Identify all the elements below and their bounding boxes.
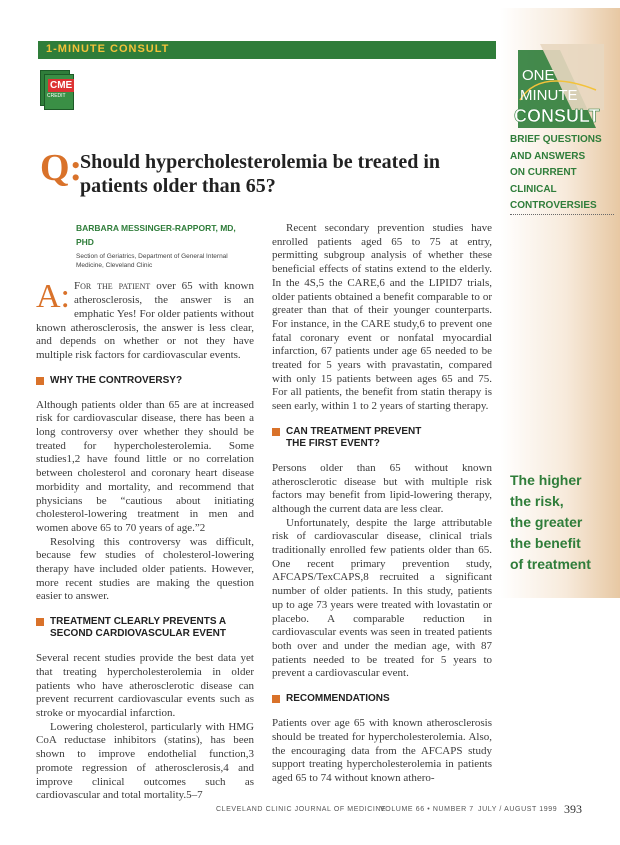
answer-lead: For the patient: [74, 280, 151, 293]
one-minute-consult-logo: [500, 40, 618, 130]
answer-text: over 65 with known atherosclerosis, the answer is an emphatic Yes! For older patients without known atherosclerosis, the answer is less clear, and depends on whether or not they have multiple risk factors for cardiovascular events.: [36, 280, 254, 361]
body-paragraph: Although patients older than 65 are at increased risk for cardiovascular disease, there has been a long controversy over whether they should be treated for hypercholesterolemia. Some studies1,2 have found little or no correlation between cholesterol and coronary heart disease morbidity and mortality, and recommend that physicians be “cautious about initiating cholesterol-lowering treatment in men and women above 65 to 70 years of age.”2: [36, 398, 254, 534]
body-paragraph: Persons older than 65 without known atherosclerotic disease but with multiple risk factors may benefit from lipid-lowering therapy, although the current data are less clear.: [272, 461, 492, 515]
body-paragraph: Unfortunately, despite the large attributable risk of cardiovascular disease, clinical trials traditionally enrolled few patients older than 65. One recent primary prevention study, AFCAPS/TexCAPS,8 recruited a significant number of older patients. In this study, patients up to age 73 years were treated with lovastatin or placebo. A comparable reduction in cardiovascular events was seen in treated patients both over and under the median age, with 87 patients needed to be treated for 5 years to prevent a cardiovascular event.: [272, 516, 492, 680]
right-column: [272, 222, 492, 786]
pull-quote-line: the benefit: [510, 535, 581, 551]
footer-date: JULY / AUGUST 1999: [478, 806, 558, 813]
body-paragraph: Resolving this controversy was difficult, because few studies of cholesterol-lowering therapy have included older patients. However, more recent studies are making the question easier to answer.: [36, 535, 254, 603]
author-affiliation: Medicine, Cleveland Clinic: [76, 262, 153, 270]
bullet-square: [272, 695, 280, 703]
tagline-line: CONTROVERSIES: [510, 200, 597, 211]
author-name: BARBARA MESSINGER-RAPPORT, MD, PHD: [76, 223, 236, 247]
logo-graphic: [500, 40, 618, 130]
pull-quote-line: The higher: [510, 472, 582, 488]
tagline-line: CLINICAL: [510, 183, 557, 195]
pull-quote: [510, 470, 610, 575]
bullet-square: [36, 618, 44, 626]
cme-label: CME: [50, 80, 73, 91]
footer-volume: VOLUME 66 • NUMBER 7: [380, 806, 474, 813]
section-label: 1-MINUTE CONSULT: [46, 43, 170, 55]
footer-journal: CLEVELAND CLINIC JOURNAL OF MEDICINE: [216, 806, 387, 813]
pull-quote-line: the risk,: [510, 493, 564, 509]
tagline-line: ON CURRENT: [510, 167, 577, 178]
cme-credit-badge: [40, 70, 80, 116]
section-heading-controversy: WHY THE CONTROVERSY?: [36, 375, 254, 387]
cme-sub-label: CREDIT: [47, 93, 66, 99]
logo-line-3: CONSULT: [514, 106, 600, 126]
body-paragraph: Recent secondary prevention studies have enrolled patients aged 65 to 75 at entry, permitting subgroup analysis of whether these beneficial effects of statins extend to the elderly. In the 4S,5 the CARE,6 and the LIPID7 trials, older patients obtained a benefit comparable to or greater than that of their younger counterparts. For instance, in the CARE study,6 to prevent one fatal coronary event or nonfatal myocardial infarction, 67 patients under age 65 needed to be treated for 5 years with pravastatin, compared with only 15 patients between ages 65 and 75. For all patients, the benefit from statin therapy is seen early, within 1 to 2 years of starting therapy.: [272, 222, 492, 413]
question-marker: Q:: [40, 147, 83, 189]
section-header-bar: [38, 41, 496, 59]
answer-marker: A:: [36, 278, 70, 316]
bullet-square: [272, 428, 280, 436]
dotted-divider: [510, 214, 614, 215]
tagline-line: BRIEF QUESTIONS: [510, 134, 602, 145]
pull-quote-line: of treatment: [510, 556, 591, 572]
section-heading-first-event: CAN TREATMENT PREVENT THE FIRST EVENT?: [272, 426, 492, 450]
bullet-square: [36, 377, 44, 385]
body-paragraph: Several recent studies provide the best data yet that treating hypercholesterolemia in older patients who have atherosclerotic disease can prevent recurrent cardiovascular events such as stroke or myocardial infarction.: [36, 652, 254, 719]
answer-paragraph: [36, 280, 254, 362]
sidebar-tagline: [510, 132, 618, 215]
article-title: Should hypercholesterolemia be treated in patients older than 65?: [80, 151, 440, 197]
logo-line-1: ONE: [522, 67, 555, 84]
logo-line-2: MINUTE: [520, 87, 578, 104]
pull-quote-line: the greater: [510, 514, 583, 530]
section-heading-recommendations: RECOMMENDATIONS: [272, 693, 492, 705]
body-paragraph: Patients over age 65 with known atherosclerosis should be treated for hypercholesterolemia. Also, the encouraging data from the AFCAPS study support treating hypercholesterolemia in patients aged 65 to 74 without known athero-: [272, 717, 492, 784]
left-column: [36, 222, 254, 803]
body-paragraph: Lowering cholesterol, particularly with HMG CoA reductase inhibitors (statins), has been shown to improve endothelial function,3 promote regression of atherosclerosis,4 and improve clinical outcomes such as cardiovascular and total mortality.5–7: [36, 720, 254, 802]
author-affiliation: Section of Geriatrics, Department of General Internal: [76, 253, 228, 261]
page-number: 393: [564, 802, 582, 816]
tagline-line: AND ANSWERS: [510, 150, 586, 162]
section-heading-treatment: TREATMENT CLEARLY PREVENTS A SECOND CARDIOVASCULAR EVENT: [36, 616, 254, 640]
